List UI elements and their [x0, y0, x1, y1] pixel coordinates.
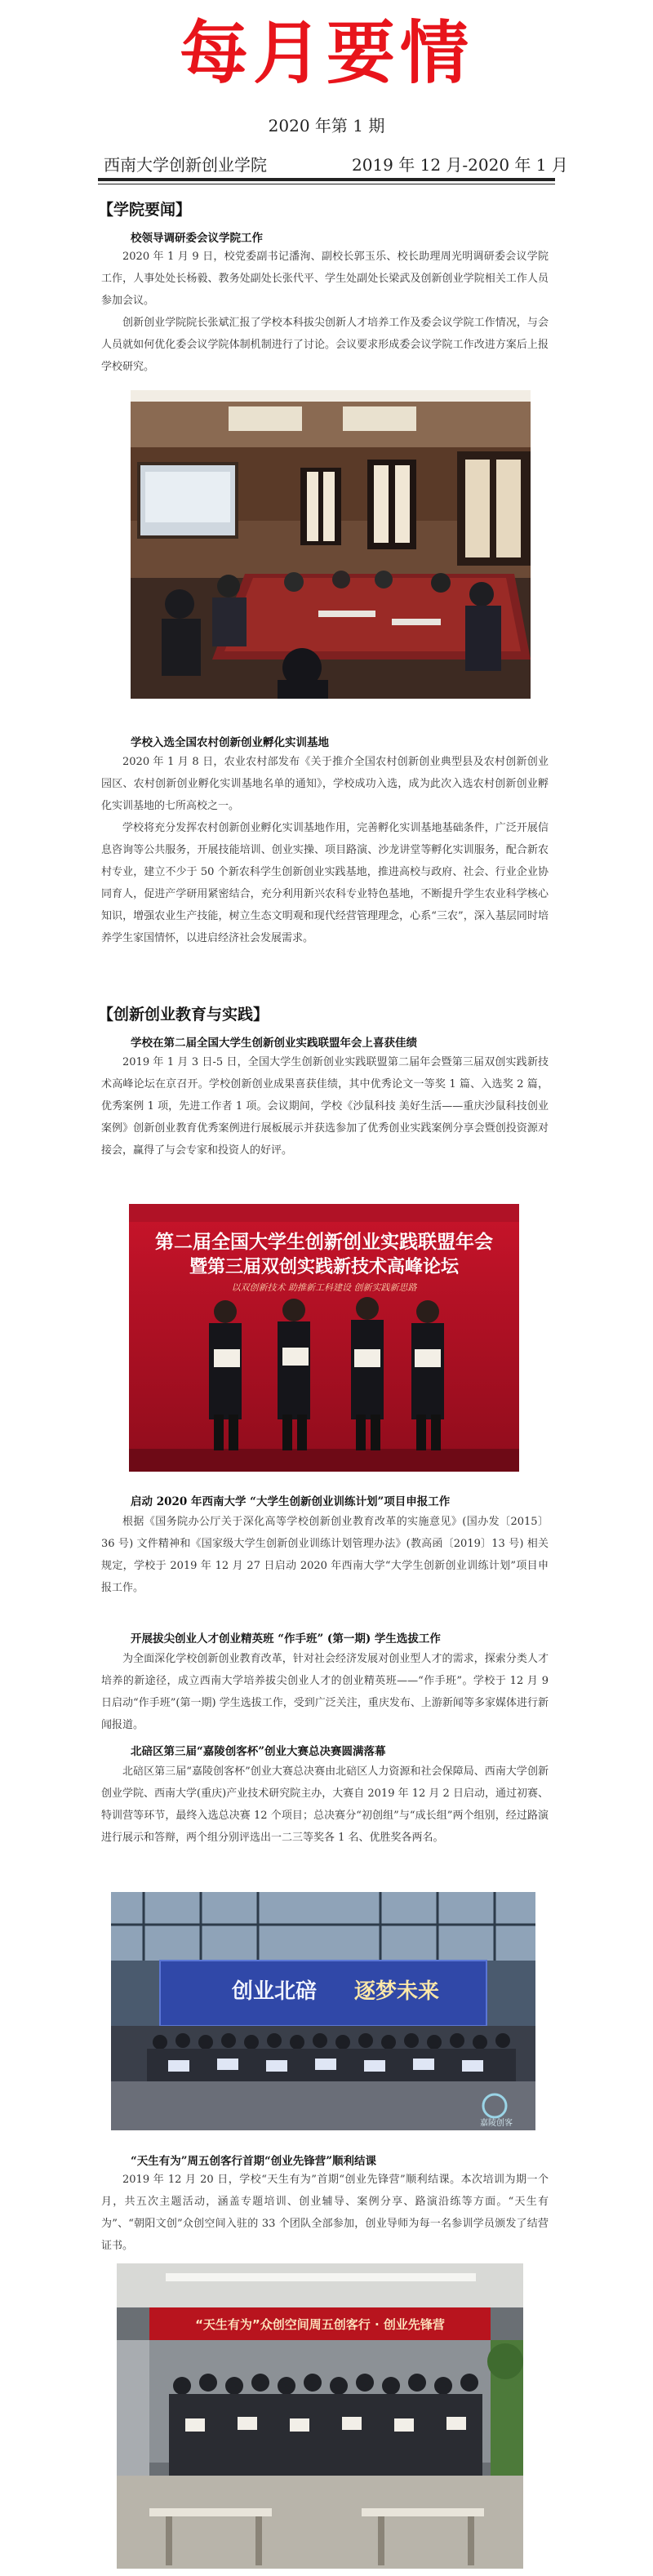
- article-title-pioneer-camp: “天生有为”周五创客行首期“创业先锋营”顺利结课: [131, 2155, 377, 2168]
- issue-number: 2020 年第 1 期: [268, 116, 385, 135]
- banner-slogan: 以双创新技术 助推新工科建设 创新实践新思路: [231, 1282, 417, 1293]
- article-title-training-program: 启动 2020 年西南大学 “大学生创新创业训练计划”项目申报工作: [131, 1495, 451, 1508]
- award-ceremony-photo: [129, 1204, 519, 1472]
- article-paragraph: 根据《国务院办公厅关于深化高等学校创新创业教育改革的实施意见》(国办发〔2015〕36 号) 文件精神和《国家级大学生创新创业训练计划管理办法》(教高函〔2019〕13 号) 相关规定，学校于 2019 年 12 月 27 日启动 2020 年西南大学“大学生创新创业训练计划”项目申报工作。: [101, 1516, 549, 1594]
- article-paragraph: 创新创业学院院长张斌汇报了学校本科拔尖创新人才培养工作及委会议学院工作情况，与会人员就如何优化委会议学院体制机制进行了讨论。会议要求形成委会议学院工作改进方案后上报学校研究。: [101, 317, 549, 373]
- stage-text-left: 创业北碚: [231, 1979, 318, 2004]
- organization: 西南大学创新创业学院: [104, 155, 267, 175]
- classroom-banner-text: “天生有为”众创空间周五创客行 · 创业先锋营: [195, 2317, 445, 2332]
- article-paragraph: 2020 年 1 月 8 日，农业农村部发布《关于推介全国农村创新创业典型县及农村创新创业园区、农村创新创业孵化实训基地名单的通知》，学校成功入选，成为此次入选农村创新创业孵化实训基地的七所高校之一。: [101, 756, 549, 812]
- section-heading-college-news: 【学院要闻】: [98, 201, 192, 219]
- section-heading-innovation: 【创新创业教育与实践】: [98, 1006, 269, 1024]
- article-title-rural-base: 学校入选全国农村创新创业孵化实训基地: [131, 736, 329, 749]
- article-title-leadership: 校领导调研委会议学院工作: [131, 232, 263, 245]
- competition-group-photo: [111, 1892, 535, 2130]
- article-paragraph: 为全面深化学校创新创业教育改革，针对社会经济发展对创业型人才的需求，探索分类人才培养的新途径，成立西南大学培养拔尖创业人才的创业精英班——“作手班”。学校于 12 月 9 日启动“作手班”(第一期) 学生选拔工作，受到广泛关注，重庆发布、上游新闻等多家媒体进行新闻报道。: [101, 1653, 549, 1731]
- article-paragraph: 北碚区第三届“嘉陵创客杯”创业大赛总决赛由北碚区人力资源和社会保障局、西南大学创新创业学院、西南大学(重庆)产业技术研究院主办，大赛自 2019 年 12 月 2 日启动，通过初赛、特训营等环节，最终入选总决赛 12 个项目；总决赛分“初创组”与“成长组”两个组别，经过路演进行展示和答辩，两个组分别评选出一二三等奖各 1 名、优胜奖各两名。: [101, 1765, 549, 1844]
- photo-watermark: 嘉陵创客: [480, 2119, 513, 2128]
- article-title-alliance: 学校在第二届全国大学生创新创业实践联盟年会上喜获佳绩: [131, 1037, 417, 1050]
- article-title-elite-class: 开展拔尖创业人才创业精英班 “作手班” (第一期) 学生选拔工作: [131, 1632, 441, 1646]
- article-title-jialing-cup: 北碚区第三届“嘉陵创客杯”创业大赛总决赛圆满落幕: [131, 1745, 386, 1758]
- banner-bottom-text: 暨第三届双创实践新技术高峰论坛: [189, 1257, 460, 1277]
- article-paragraph: 2019 年 12 月 20 日，学校“天生有为”首期“创业先锋营”顺利结课。本次培训为期一个月，共五次主题活动，涵盖专题培训、创业辅导、案例分享、路演沿练等方面。“天生有为”、“朝阳文创”众创空间入驻的 33 个团队全部参加，创业导师为每一名参训学员颁发了结营证书。: [101, 2174, 549, 2252]
- meeting-room-photo: [131, 390, 531, 699]
- header-rule-thick: [98, 178, 555, 181]
- period: 2019 年 12 月-2020 年 1 月: [352, 155, 568, 175]
- pioneer-camp-group-photo: [117, 2263, 523, 2569]
- article-paragraph: 2020 年 1 月 9 日，校党委副书记潘洵、副校长郭玉乐、校长助理周光明调研委会议学院工作，人事处处长杨毅、教务处副处长张代平、学生处副处长梁武及创新创业学院相关工作人员参加会议。: [101, 251, 549, 307]
- article-paragraph: 2019 年 1 月 3 日-5 日，全国大学生创新创业实践联盟第二届年会暨第三届双创实践新技术高峰论坛在京召开。学校创新创业成果喜获佳绩，其中优秀论文一等奖 1 篇、入选奖 2 篇，优秀案例 1 项，先进工作者 1 项。会议期间，学校《沙鼠科技 美好生活——重庆沙鼠科技创业案例》创新创业教育优秀案例进行展板展示并获选参加了优秀创业实践案例分享会暨创投资源对接会，赢得了与会专家和投资人的好评。: [101, 1056, 549, 1157]
- banner-top-text: 第二届全国大学生创新创业实践联盟年会: [155, 1232, 493, 1253]
- article-paragraph: 学校将充分发挥农村创新创业孵化实训基地作用，完善孵化实训基地基础条件，广泛开展信息咨询等公共服务，开展技能培训、创业实操、项目路演、沙龙讲堂等孵化实训服务，配合新农村专业，建立不少于 50 个新农科学生创新创业实践基地，推进高校与政府、社会、行业企业协同育人，促进产学研用紧密结合，充分利用新兴农科专业特色基地，不断提升学生农业科学核心知识，增强农业生产技能，树立生态文明观和现代经营管理理念，心系“三农”，深入基层同时培养学生家国情怀，以进启经济社会发展需求。: [101, 822, 549, 944]
- masthead-title: 每月要情: [179, 12, 473, 93]
- stage-text-right: 逐梦未来: [353, 1979, 440, 2004]
